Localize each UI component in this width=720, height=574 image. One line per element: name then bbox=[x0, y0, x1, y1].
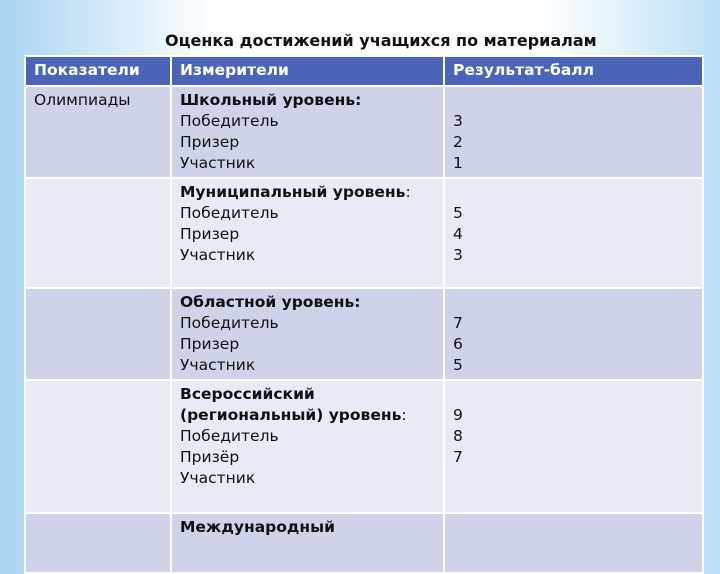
score-cell bbox=[444, 178, 703, 288]
place-label: Призёр bbox=[180, 448, 240, 466]
score-cell bbox=[444, 380, 703, 513]
achievement-table bbox=[24, 55, 704, 574]
indicator-cell: Олимпиады bbox=[25, 86, 171, 178]
measure-cell bbox=[171, 513, 444, 573]
header-indicators: Показатели bbox=[25, 56, 171, 86]
score-value: 8 bbox=[453, 427, 463, 445]
indicator-cell bbox=[25, 380, 171, 513]
header-measures: Измерители bbox=[171, 56, 444, 86]
level-label: Областной уровень: bbox=[180, 293, 361, 311]
table-header-row bbox=[25, 56, 703, 86]
place-label: Призер bbox=[180, 225, 240, 243]
score-value: 3 bbox=[453, 246, 463, 264]
score-value: 7 bbox=[453, 448, 463, 466]
level-label: Международный bbox=[180, 518, 335, 536]
indicator-cell bbox=[25, 513, 171, 573]
measure-cell bbox=[171, 86, 444, 178]
indicator-cell bbox=[25, 288, 171, 380]
score-value: 9 bbox=[453, 406, 463, 424]
score-cell bbox=[444, 86, 703, 178]
place-label: Победитель bbox=[180, 112, 279, 130]
place-label: Участник bbox=[180, 356, 256, 374]
score-value: 5 bbox=[453, 204, 463, 222]
place-label: Участник bbox=[180, 246, 256, 264]
measure-cell bbox=[171, 288, 444, 380]
score-cell bbox=[444, 513, 703, 573]
slide-title: Оценка достижений учащихся по материалам bbox=[165, 31, 597, 50]
place-label: Участник bbox=[180, 154, 256, 172]
table-row bbox=[25, 513, 703, 573]
level-label: Школьный уровень: bbox=[180, 91, 362, 109]
score-value: 5 bbox=[453, 356, 463, 374]
measure-cell bbox=[171, 178, 444, 288]
place-label: Участник bbox=[180, 469, 256, 487]
place-label: Победитель bbox=[180, 204, 279, 222]
place-label: Победитель bbox=[180, 314, 279, 332]
indicator-cell bbox=[25, 178, 171, 288]
place-label: Победитель bbox=[180, 427, 279, 445]
score-value: 6 bbox=[453, 335, 463, 353]
table-row bbox=[25, 380, 703, 513]
score-cell bbox=[444, 288, 703, 380]
score-value: 2 bbox=[453, 133, 463, 151]
measure-cell bbox=[171, 380, 444, 513]
score-value: 7 bbox=[453, 314, 463, 332]
header-score: Результат-балл bbox=[444, 56, 703, 86]
place-label: Призер bbox=[180, 335, 240, 353]
table-row bbox=[25, 86, 703, 178]
table-row bbox=[25, 288, 703, 380]
score-value: 3 bbox=[453, 112, 463, 130]
level-label: Всероссийский (региональный) уровень: bbox=[180, 385, 407, 424]
score-value: 4 bbox=[453, 225, 463, 243]
level-label: Муниципальный уровень: bbox=[180, 183, 411, 201]
table-row bbox=[25, 178, 703, 288]
place-label: Призер bbox=[180, 133, 240, 151]
score-value: 1 bbox=[453, 154, 463, 172]
